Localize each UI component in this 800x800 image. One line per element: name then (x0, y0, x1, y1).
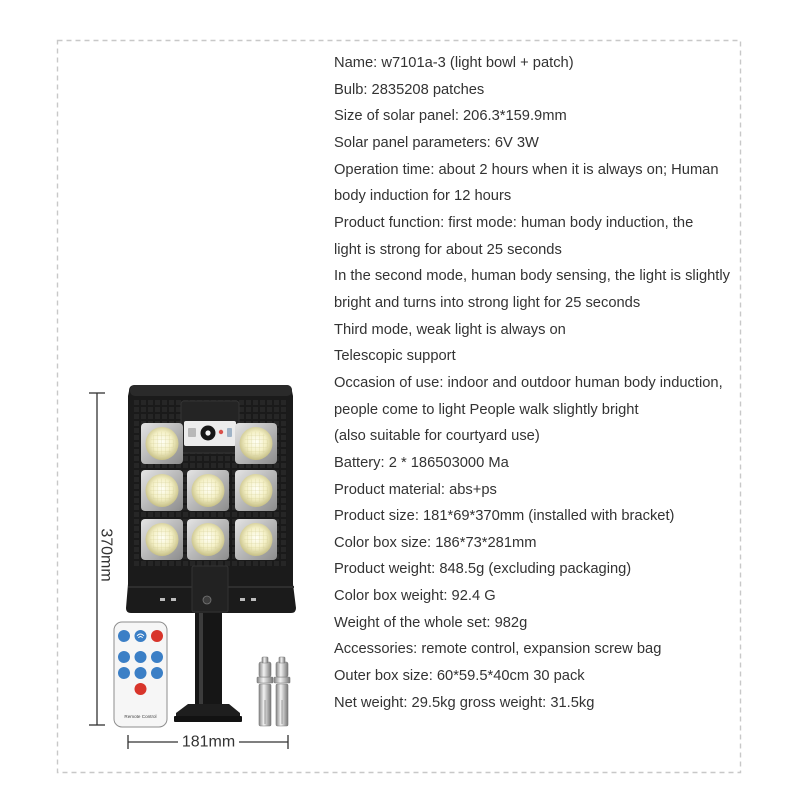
spec-name: Name: w7101a-3 (light bowl + patch) (334, 55, 574, 71)
pole-highlight (199, 612, 203, 704)
remote-button (151, 667, 163, 679)
led-chip-grid (244, 528, 268, 552)
led-module (141, 470, 183, 511)
spec-solar-panel-size: Size of solar panel: 206.3*159.9mm (334, 108, 567, 125)
screw-hex-head (276, 662, 288, 677)
led-module (235, 519, 277, 560)
bracket-plate (174, 716, 242, 722)
mounting-bracket (174, 704, 242, 722)
expansion-screw (257, 657, 273, 726)
screw-hex-head (259, 662, 271, 677)
spec-operation-time: Operation time: about 2 hours when it is always on; Human (334, 161, 719, 178)
remote-button (135, 667, 147, 679)
lamp-vent (171, 598, 176, 601)
sensor-tab (227, 428, 232, 437)
remote-button (135, 630, 147, 642)
lamp-vent (240, 598, 245, 601)
spec-third-mode: Third mode, weak light is always on (334, 321, 566, 338)
remote-button (151, 651, 163, 663)
spec-color-box-size: Color box size: 186*73*281mm (334, 534, 537, 551)
led-module (187, 470, 229, 511)
spec-outer-box-size: Outer box size: 60*59.5*40cm 30 pack (334, 668, 585, 685)
spec-occasion-of-use-continued: people come to light People walk slightly bright (334, 401, 639, 418)
lamp-vent (160, 598, 165, 601)
spec-second-mode-continued: bright and turns into strong light for 25 seconds (334, 294, 641, 311)
spec-product-size: Product size: 181*69*370mm (installed with bracket) (334, 508, 675, 525)
led-module (141, 423, 183, 464)
indicator-light-icon (219, 430, 223, 434)
led-chip-grid (150, 479, 174, 503)
spec-product-function-continued: light is strong for about 25 seconds (334, 241, 562, 258)
height-dimension (89, 393, 115, 725)
pole-mount-block (192, 566, 228, 612)
expansion-screw (274, 657, 290, 726)
spec-occasion-of-use-note: (also suitable for courtyard use) (334, 428, 540, 445)
led-chip-grid (244, 432, 268, 456)
led-chip-grid (244, 479, 268, 503)
remote-button-signal (135, 630, 147, 642)
screw-washer (257, 677, 273, 683)
remote-label: Remote Control (124, 714, 157, 719)
spec-telescopic-support: Telescopic support (334, 348, 456, 365)
screw-washer (274, 677, 290, 683)
remote-button (135, 651, 147, 663)
remote-button-off (135, 683, 147, 695)
remote-button (118, 651, 130, 663)
pir-sensor-lens (205, 430, 210, 435)
spec-solar-panel-parameters: Solar panel parameters: 6V 3W (334, 134, 539, 151)
spec-occasion-of-use: Occasion of use: indoor and outdoor human body induction, (334, 374, 723, 391)
lamp-top-cap (130, 385, 292, 396)
spec-set-weight: Weight of the whole set: 982g (334, 614, 528, 631)
solar-street-light (126, 385, 296, 613)
remote-control (114, 622, 167, 727)
spec-battery: Battery: 2 * 186503000 Ma (334, 454, 509, 471)
spec-product-weight: Product weight: 848.5g (excluding packaging) (334, 561, 632, 578)
remote-button (118, 667, 130, 679)
spec-operation-time-continued: body induction for 12 hours (334, 188, 512, 205)
width-dimension (128, 733, 288, 751)
mount-block (192, 566, 228, 612)
led-module (141, 519, 183, 560)
led-chip-grid (150, 432, 174, 456)
lamp-vent (251, 598, 256, 601)
led-chip-grid (150, 528, 174, 552)
mounting-pole (195, 608, 222, 708)
screw-tip (279, 657, 285, 663)
led-module (235, 470, 277, 511)
remote-button-power (151, 630, 163, 642)
spec-list (334, 50, 738, 716)
spec-product-material: Product material: abs+ps (334, 481, 497, 498)
spec-accessories: Accessories: remote control, expansion screw bag (334, 641, 662, 658)
led-module (187, 519, 229, 560)
width-dimension-label: 181mm (181, 733, 236, 751)
led-chip-grid (196, 528, 220, 552)
led-chip-grid (196, 479, 220, 503)
height-dimension-label: 370mm (97, 528, 115, 582)
spec-net-gross-weight: Net weight: 29.5kg gross weight: 31.5kg (334, 694, 595, 711)
motion-sensor (184, 421, 236, 446)
power-switch-icon (203, 596, 211, 604)
light-sensor-icon (188, 428, 196, 437)
spec-color-box-weight: Color box weight: 92.4 G (334, 588, 496, 605)
spec-second-mode: In the second mode, human body sensing, the light is slightly (334, 268, 730, 285)
screw-tip (262, 657, 268, 663)
led-module (235, 423, 277, 464)
spec-product-function: Product function: first mode: human body induction, the (334, 214, 694, 231)
remote-button (118, 630, 130, 642)
spec-bulb: Bulb: 2835208 patches (334, 81, 485, 98)
